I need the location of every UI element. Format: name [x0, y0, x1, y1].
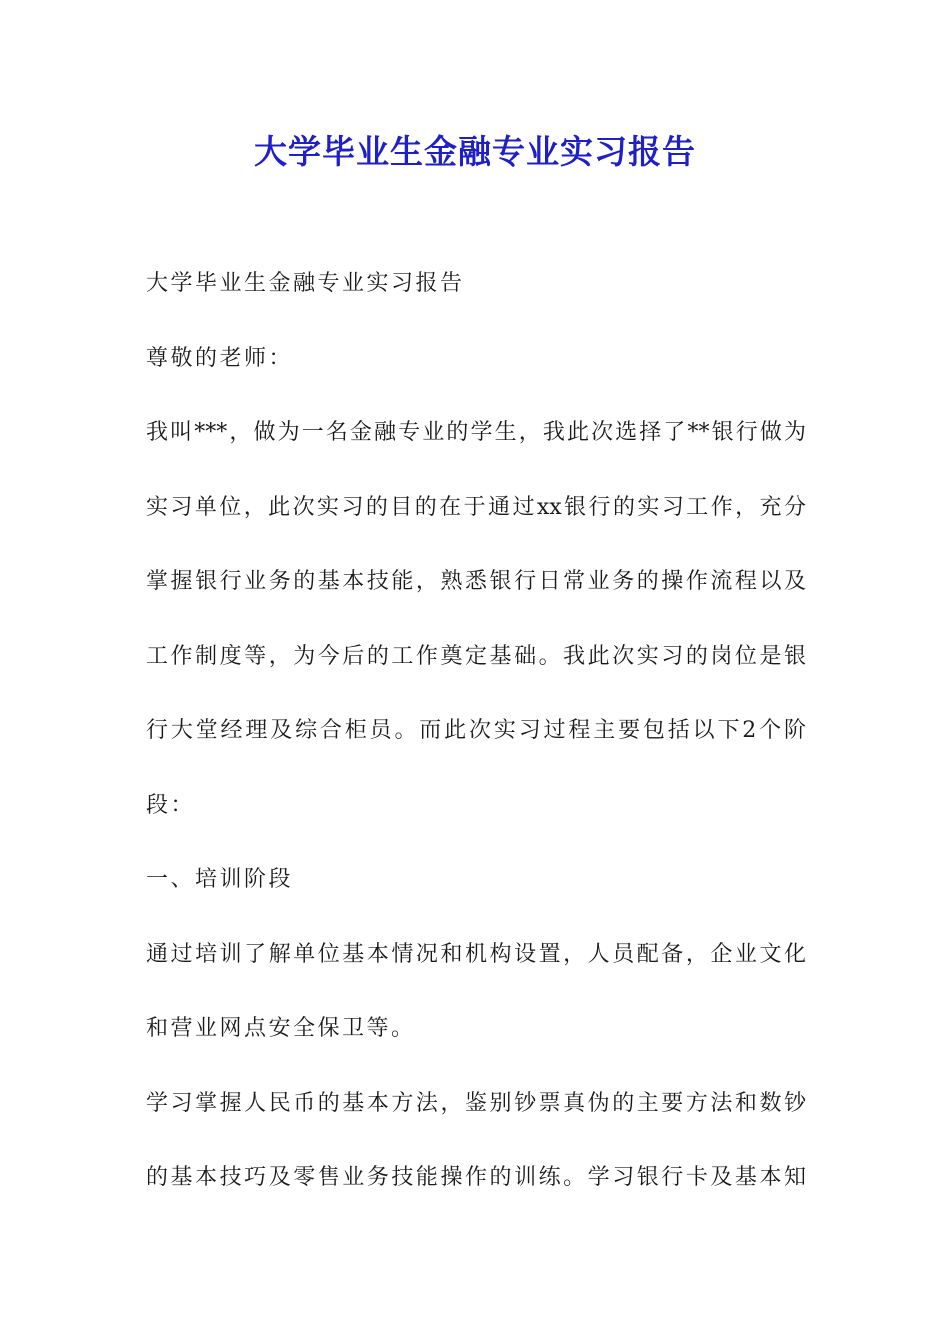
body-line: 学习掌握人民币的基本方法，鉴别钞票真伪的主要方法和数钞 [146, 1090, 806, 1116]
document-body [146, 262, 806, 1231]
document-title: 大学毕业生金融专业实习报告 [254, 132, 696, 171]
body-line-heading: 大学毕业生金融专业实习报告 [146, 271, 465, 296]
body-line: 段： [146, 792, 196, 818]
body-line: 实习单位，此次实习的目的在于通过xx银行的实习工作，充分 [146, 494, 806, 520]
body-line: 我叫***，做为一名金融专业的学生，我此次选择了**银行做为 [146, 420, 806, 445]
body-line: 和营业网点安全保卫等。 [146, 1016, 416, 1041]
body-line: 通过培训了解单位基本情况和机构设置，人员配备，企业文化 [146, 941, 806, 967]
body-line: 的基本技巧及零售业务技能操作的训练。学习银行卡及基本知 [146, 1165, 806, 1190]
body-line-salutation: 尊敬的老师： [146, 345, 294, 371]
body-line-section-heading: 一、培训阶段 [146, 867, 294, 892]
body-line: 掌握银行业务的基本技能，熟悉银行日常业务的操作流程以及 [146, 569, 806, 594]
body-line: 行大堂经理及综合柜员。而此次实习过程主要包括以下2个阶 [146, 718, 806, 743]
body-line: 工作制度等，为今后的工作奠定基础。我此次实习的岗位是银 [146, 643, 806, 669]
